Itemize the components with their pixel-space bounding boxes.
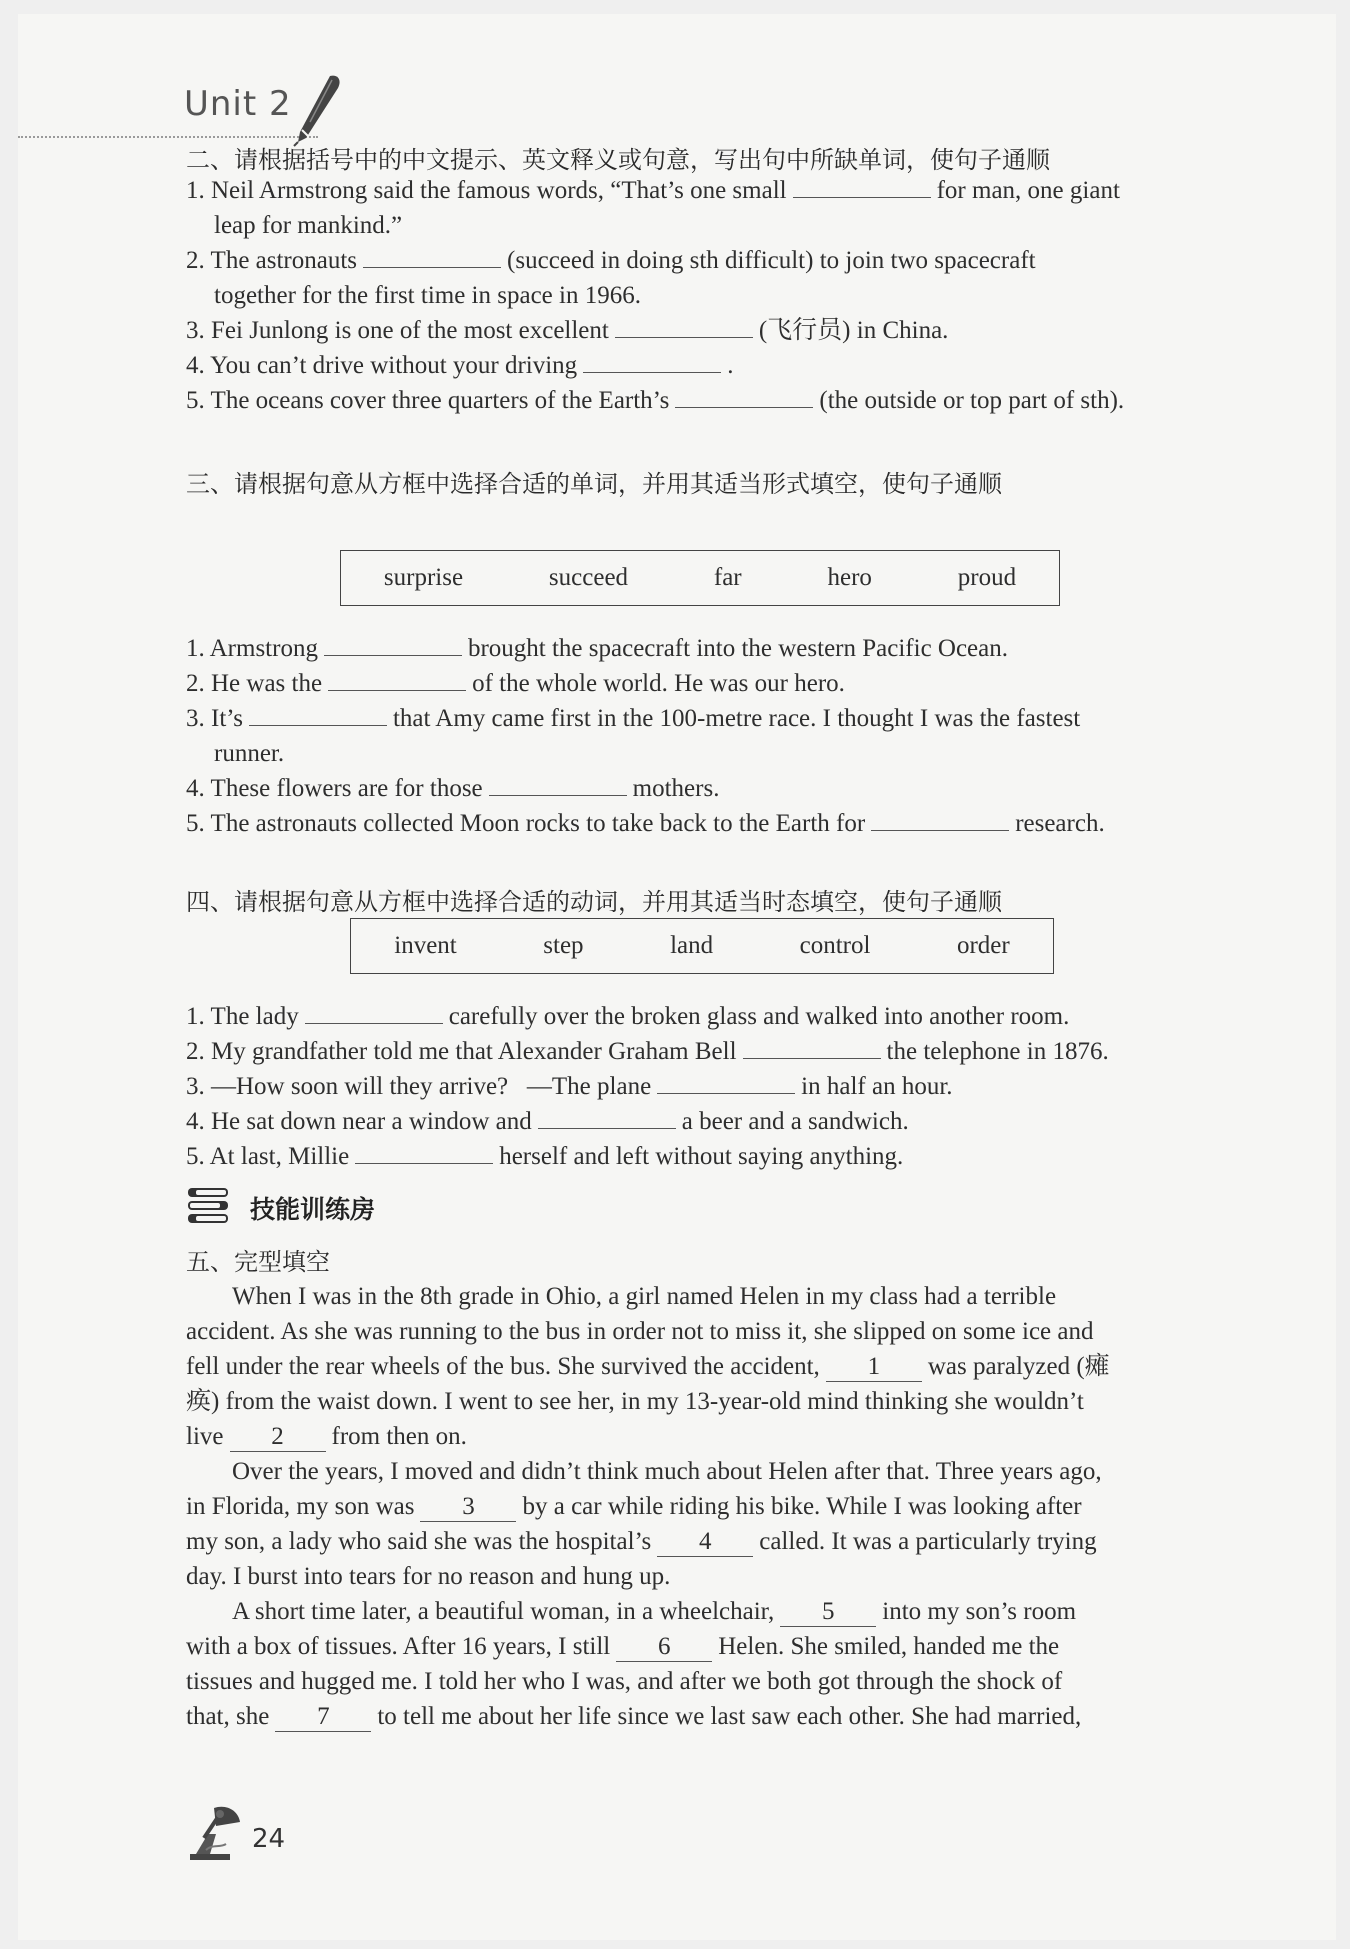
unit-title: Unit 2 (184, 84, 292, 124)
word-option: land (670, 932, 714, 959)
s2-item-2: 2. The astronauts (succeed in doing sth difficult) to join two spacecraft (186, 247, 1036, 274)
s2-item-4: 4. You can’t drive without your driving . (186, 352, 734, 379)
answer-blank[interactable] (328, 668, 466, 691)
word-option: succeed (548, 564, 629, 591)
answer-blank[interactable] (538, 1106, 676, 1129)
cloze-line: in Florida, my son was 3 by a car while riding his bike. While I was looking after (186, 1493, 1082, 1520)
section-4-heading: 四、请根据句意从方框中选择合适的动词，并用其适当时态填空，使句子通顺 (186, 888, 1002, 916)
cloze-line: my son, a lady who said she was the hospital’s 4 called. It was a particularly trying (186, 1528, 1097, 1555)
answer-blank[interactable] (489, 773, 627, 796)
section-2-heading: 二、请根据括号中的中文提示、英文释义或句意，写出句中所缺单词，使句子通顺 (186, 146, 1050, 174)
cloze-blank[interactable]: 1 (826, 1353, 922, 1382)
s3-item-3-cont: runner. (214, 740, 285, 767)
s4-item-1: 1. The lady carefully over the broken glass and walked into another room. (186, 1003, 1070, 1030)
answer-blank[interactable] (355, 1141, 493, 1164)
answer-blank[interactable] (615, 315, 753, 338)
answer-blank[interactable] (249, 703, 387, 726)
lamp-icon (186, 1804, 242, 1862)
s4-item-2: 2. My grandfather told me that Alexander Graham Bell the telephone in 1876. (186, 1038, 1109, 1065)
page-number: 24 (252, 1824, 286, 1854)
word-option: order (956, 932, 1010, 959)
answer-blank[interactable] (583, 350, 721, 373)
cloze-line: with a box of tissues. After 16 years, I still 6 Helen. She smiled, handed me the (186, 1633, 1060, 1660)
cloze-line: accident. As she was running to the bus in order not to miss it, she slipped on some ice and (186, 1318, 1094, 1345)
cloze-line: tissues and hugged me. I told her who I was, and after we both got through the shock of (186, 1668, 1063, 1695)
answer-blank[interactable] (324, 633, 462, 656)
cloze-line: live 2 from then on. (186, 1423, 467, 1450)
skills-title: 技能训练房 (250, 1195, 376, 1224)
cloze-blank[interactable]: 2 (230, 1423, 326, 1452)
section-3-heading: 三、请根据句意从方框中选择合适的单词，并用其适当形式填空，使句子通顺 (186, 470, 1002, 498)
s4-item-5: 5. At last, Millie herself and left without saying anything. (186, 1143, 904, 1170)
section-5-heading: 五、完型填空 (186, 1248, 330, 1276)
cloze-line: that, she 7 to tell me about her life since we last saw each other. She had married, (186, 1703, 1082, 1730)
word-option: surprise (383, 564, 464, 591)
s3-item-5: 5. The astronauts collected Moon rocks to take back to the Earth for research. (186, 810, 1105, 837)
s3-item-4: 4. These flowers are for those mothers. (186, 775, 720, 802)
answer-blank[interactable] (657, 1071, 795, 1094)
s3-item-2: 2. He was the of the whole world. He was our hero. (186, 670, 845, 697)
answer-blank[interactable] (675, 385, 813, 408)
word-option: invent (394, 932, 457, 959)
answer-blank[interactable] (871, 808, 1009, 831)
page-footer (186, 1804, 326, 1864)
word-option: proud (957, 564, 1017, 591)
s3-item-1: 1. Armstrong brought the spacecraft into the western Pacific Ocean. (186, 635, 1009, 662)
unit-header (18, 84, 348, 140)
cloze-line: fell under the rear wheels of the bus. She survived the accident, 1 was paralyzed (瘫 (186, 1353, 1110, 1380)
s2-item-1: 1. Neil Armstrong said the famous words, “That’s one small for man, one giant (186, 177, 1120, 204)
workbook-page (18, 14, 1336, 1940)
pen-icon (286, 72, 346, 148)
s4-item-3: 3. —How soon will they arrive? —The plane in half an hour. (186, 1073, 953, 1100)
answer-blank[interactable] (743, 1036, 881, 1059)
s2-item-2-cont: together for the first time in space in 1966. (214, 282, 641, 309)
cloze-line: Over the years, I moved and didn’t think much about Helen after that. Three years ago, (232, 1458, 1102, 1485)
s2-item-5: 5. The oceans cover three quarters of the Earth’s (the outside or top part of sth). (186, 387, 1125, 414)
answer-blank[interactable] (363, 245, 501, 268)
s2-item-1-cont: leap for mankind.” (214, 212, 403, 239)
word-box-3 (340, 550, 1060, 606)
word-option: step (543, 932, 584, 959)
answer-blank[interactable] (793, 175, 931, 198)
cloze-blank[interactable]: 7 (275, 1703, 371, 1732)
cloze-line: day. I burst into tears for no reason and hung up. (186, 1563, 671, 1590)
answer-blank[interactable] (305, 1001, 443, 1024)
s4-item-4: 4. He sat down near a window and a beer and a sandwich. (186, 1108, 909, 1135)
s2-item-3: 3. Fei Junlong is one of the most excellent (飞行员) in China. (186, 317, 949, 344)
cloze-blank[interactable]: 4 (657, 1528, 753, 1557)
cloze-blank[interactable]: 5 (780, 1598, 876, 1627)
word-option: control (799, 932, 871, 959)
cloze-line: When I was in the 8th grade in Ohio, a girl named Helen in my class had a terrible (232, 1283, 1057, 1310)
cloze-blank[interactable]: 3 (420, 1493, 516, 1522)
skills-icon (186, 1184, 230, 1228)
cloze-line: 痪) from the waist down. I went to see her, in my 13-year-old mind thinking she wouldn’t (186, 1388, 1084, 1415)
cloze-blank[interactable]: 6 (616, 1633, 712, 1662)
word-box-4 (350, 918, 1054, 974)
header-rule (18, 136, 318, 139)
cloze-line: A short time later, a beautiful woman, in a wheelchair, 5 into my son’s room (232, 1598, 1077, 1625)
word-option: far (713, 564, 742, 591)
s3-item-3: 3. It’s that Amy came first in the 100-metre race. I thought I was the fastest (186, 705, 1081, 732)
word-option: hero (827, 564, 872, 591)
